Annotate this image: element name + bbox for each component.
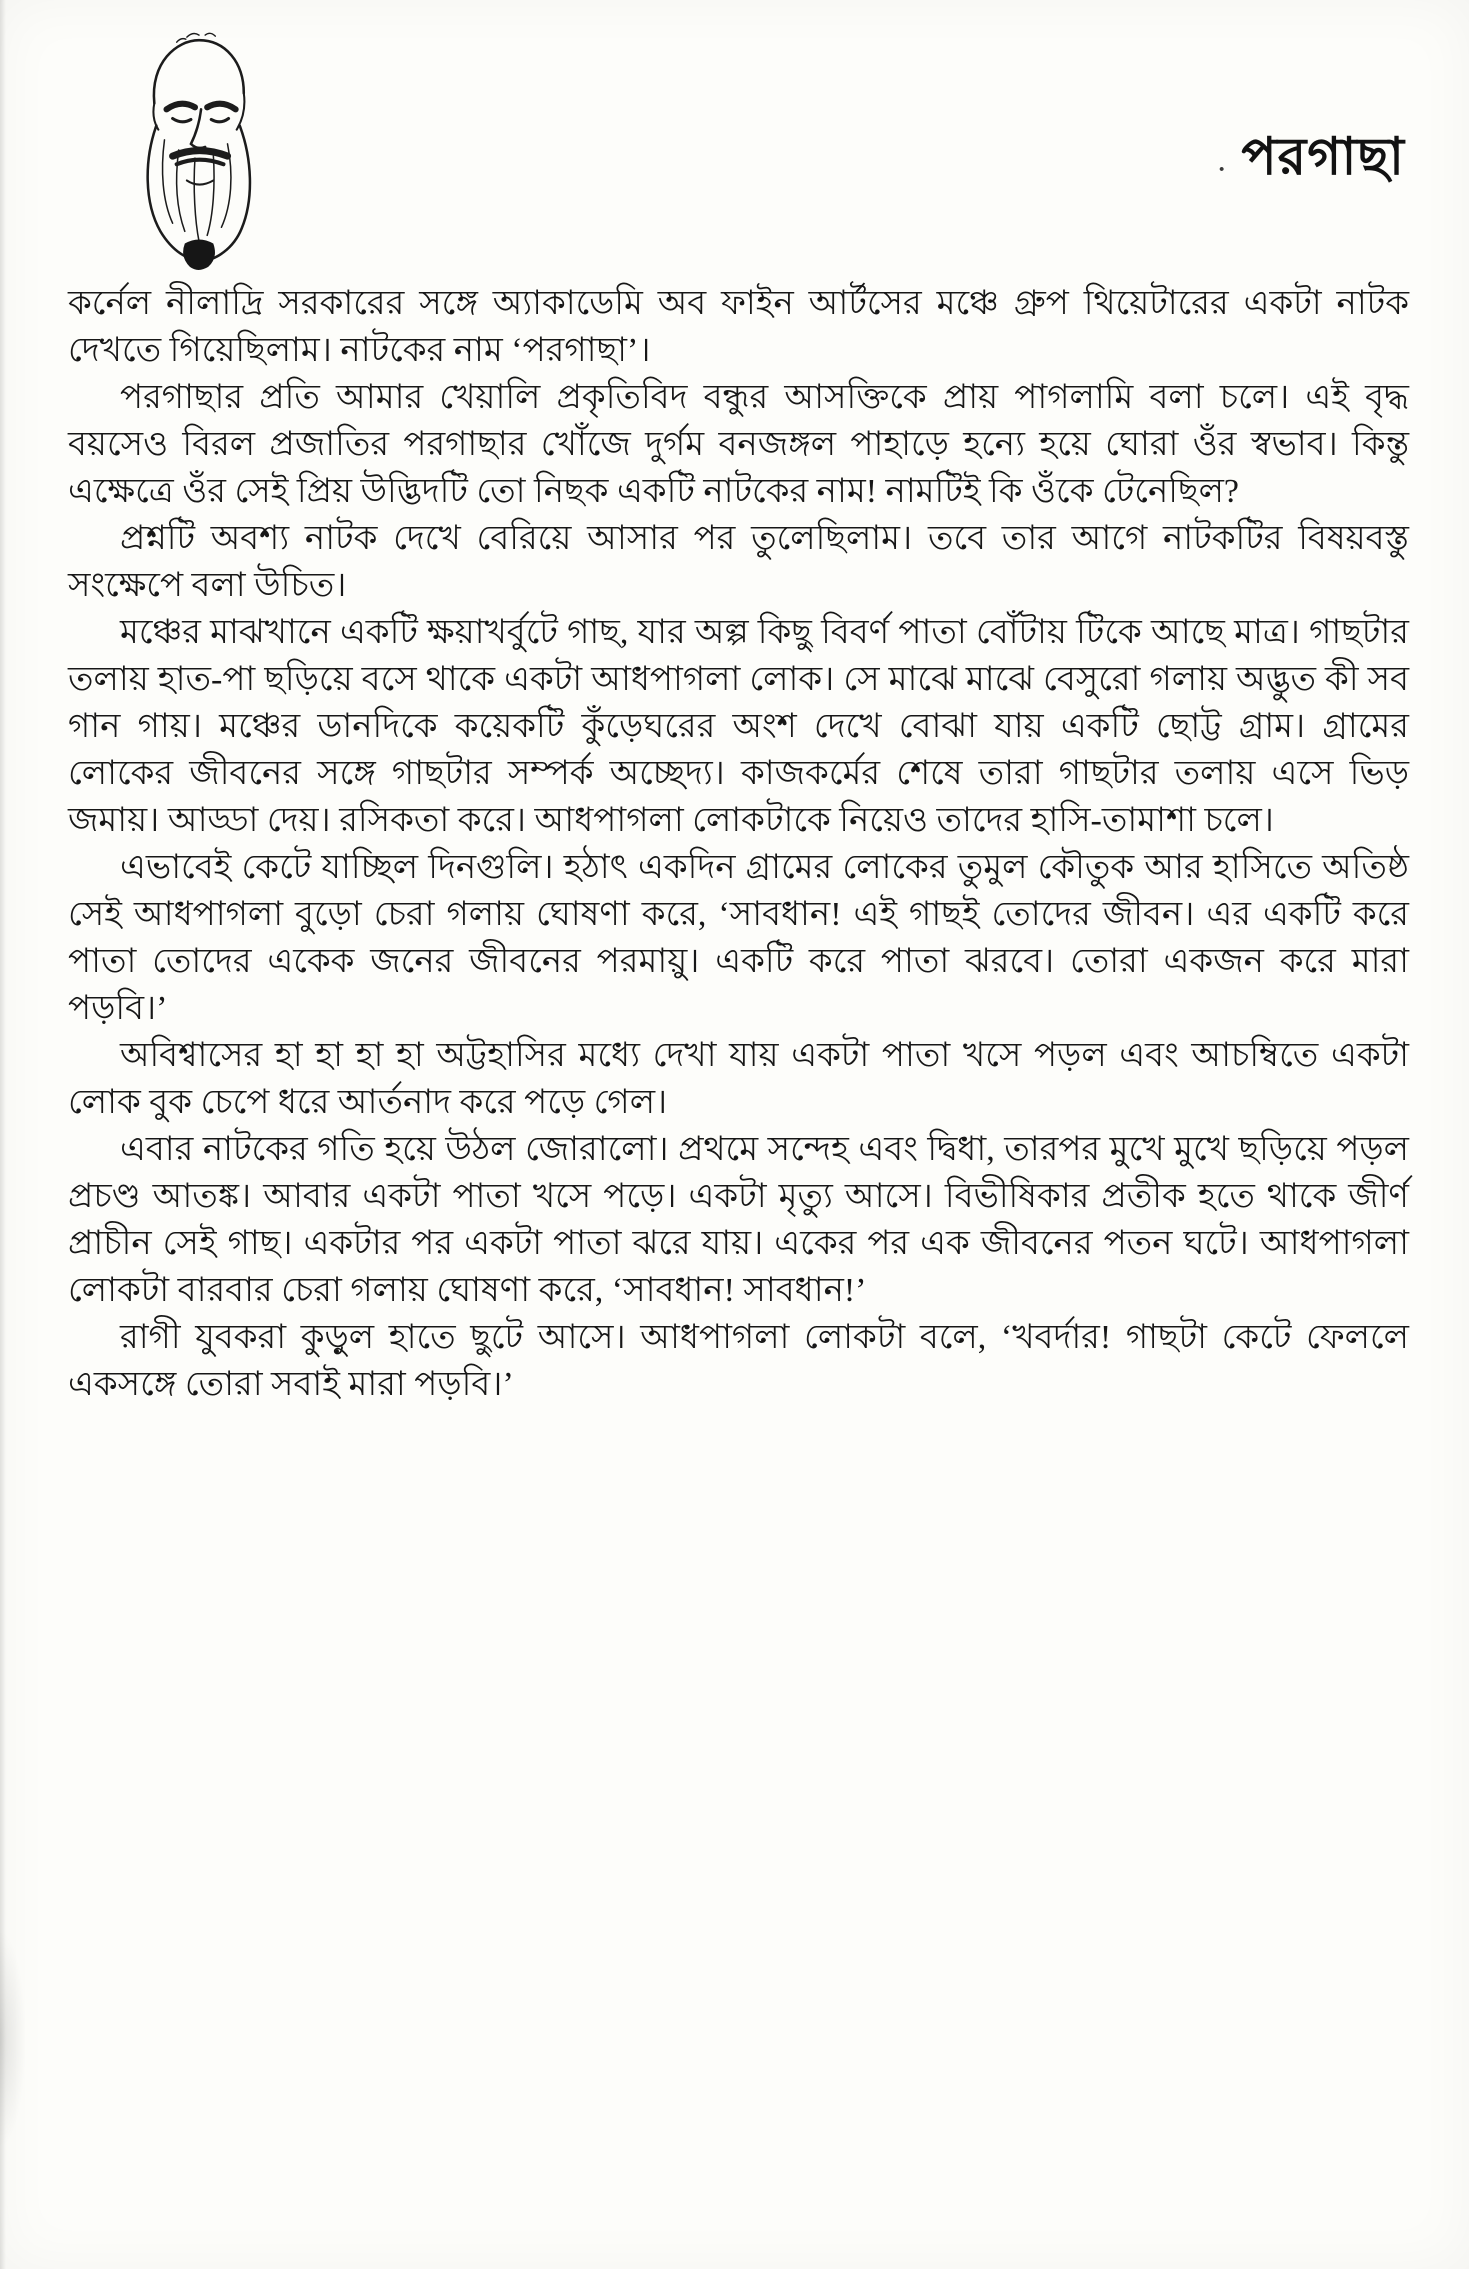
paragraph: প্রশ্নটি অবশ্য নাটক দেখে বেরিয়ে আসার পর তুলেছিলাম। তবে তার আগে নাটকটির বিষয়বস্তু সংক্ষেপে বলা উচিত। [68, 520, 1409, 604]
page-title: পরগাছা [1241, 129, 1405, 186]
paragraph: কর্নেল নীলাদ্রি সরকারের সঙ্গে অ্যাকাডেমি অব ফাইন আর্টসের মঞ্চে গ্রুপ থিয়েটারের একটা নাটক দেখতে গিয়েছিলাম। নাটকের নাম ‘পরগাছা’। [68, 285, 1409, 369]
title-row [1216, 116, 1405, 203]
scan-smudge [0, 1929, 26, 2149]
paragraph: রাগী যুবকরা কুড়ুল হাতে ছুটে আসে। আধপাগলা লোকটা বলে, ‘খবর্দার! গাছটা কেটে ফেললে একসঙ্গে তোরা সবাই মারা পড়বি।’ [68, 1319, 1409, 1403]
story-text [68, 280, 1409, 1408]
author-portrait-sketch-icon [116, 28, 276, 272]
paragraph: মঞ্চের মাঝখানে একটি ক্ষয়াখর্বুটে গাছ, যার অল্প কিছু বিবর্ণ পাতা বোঁটায় টিকে আছে মাত্র। গাছটার তলায় হাত-পা ছড়িয়ে বসে থাকে একটা আধপাগলা লোক। সে মাঝে মাঝে বেসুরো গলায় অদ্ভুত কী সব গান গায়। মঞ্চের ডানদিকে কয়েকটি কুঁড়েঘরের অংশ দেখে বোঝা যায় একটি ছোট্ট গ্রাম। গ্রামের লোকের জীবনের সঙ্গে গাছটার সম্পর্ক অচ্ছেদ্য। কাজকর্মের শেষে তারা গাছটার তলায় এসে ভিড় জমায়। আড্ডা দেয়। রসিকতা করে। আধপাগলা লোকটাকে নিয়েও তাদের হাসি-তামাশা চলে। [68, 614, 1409, 839]
paragraph: পরগাছার প্রতি আমার খেয়ালি প্রকৃতিবিদ বন্ধুর আসক্তিকে প্রায় পাগলামি বলা চলে। এই বৃদ্ধ বয়সেও বিরল প্রজাতির পরগাছার খোঁজে দুর্গম বনজঙ্গল পাহাড়ে হন্যে হয়ে ঘোরা ওঁর স্বভাব। কিন্তু এক্ষেত্রে ওঁর সেই প্রিয় উদ্ভিদটি তো নিছক একটি নাটকের নাম! নামটিই কি ওঁকে টেনেছিল? [68, 379, 1409, 510]
paragraph: এবার নাটকের গতি হয়ে উঠল জোরালো। প্রথমে সন্দেহ এবং দ্বিধা, তারপর মুখে মুখে ছড়িয়ে পড়ল প্রচণ্ড আতঙ্ক। আবার একটা পাতা খসে পড়ে। একটা মৃত্যু আসে। বিভীষিকার প্রতীক হতে থাকে জীর্ণ প্রাচীন সেই গাছ। একটার পর একটা পাতা ঝরে যায়। একের পর এক জীবনের পতন ঘটে। আধপাগলা লোকটা বারবার চেরা গলায় ঘোষণা করে, ‘সাবধান! সাবধান!’ [68, 1131, 1409, 1309]
scan-artifact-dot: · [1216, 151, 1228, 189]
paragraph: এভাবেই কেটে যাচ্ছিল দিনগুলি। হঠাৎ একদিন গ্রামের লোকের তুমুল কৌতুক আর হাসিতে অতিষ্ঠ সেই আধপাগলা বুড়ো চেরা গলায় ঘোষণা করে, ‘সাবধান! এই গাছই তোদের জীবন। এর একটি করে পাতা তোদের একেক জনের জীবনের পরমায়ু। একটি করে পাতা ঝরবে। তোরা একজন করে মারা পড়বি।’ [68, 849, 1409, 1027]
paragraph: অবিশ্বাসের হা হা হা হা অট্টহাসির মধ্যে দেখা যায় একটা পাতা খসে পড়ল এবং আচম্বিতে একটা লোক বুক চেপে ধরে আর্তনাদ করে পড়ে গেল। [68, 1037, 1409, 1121]
